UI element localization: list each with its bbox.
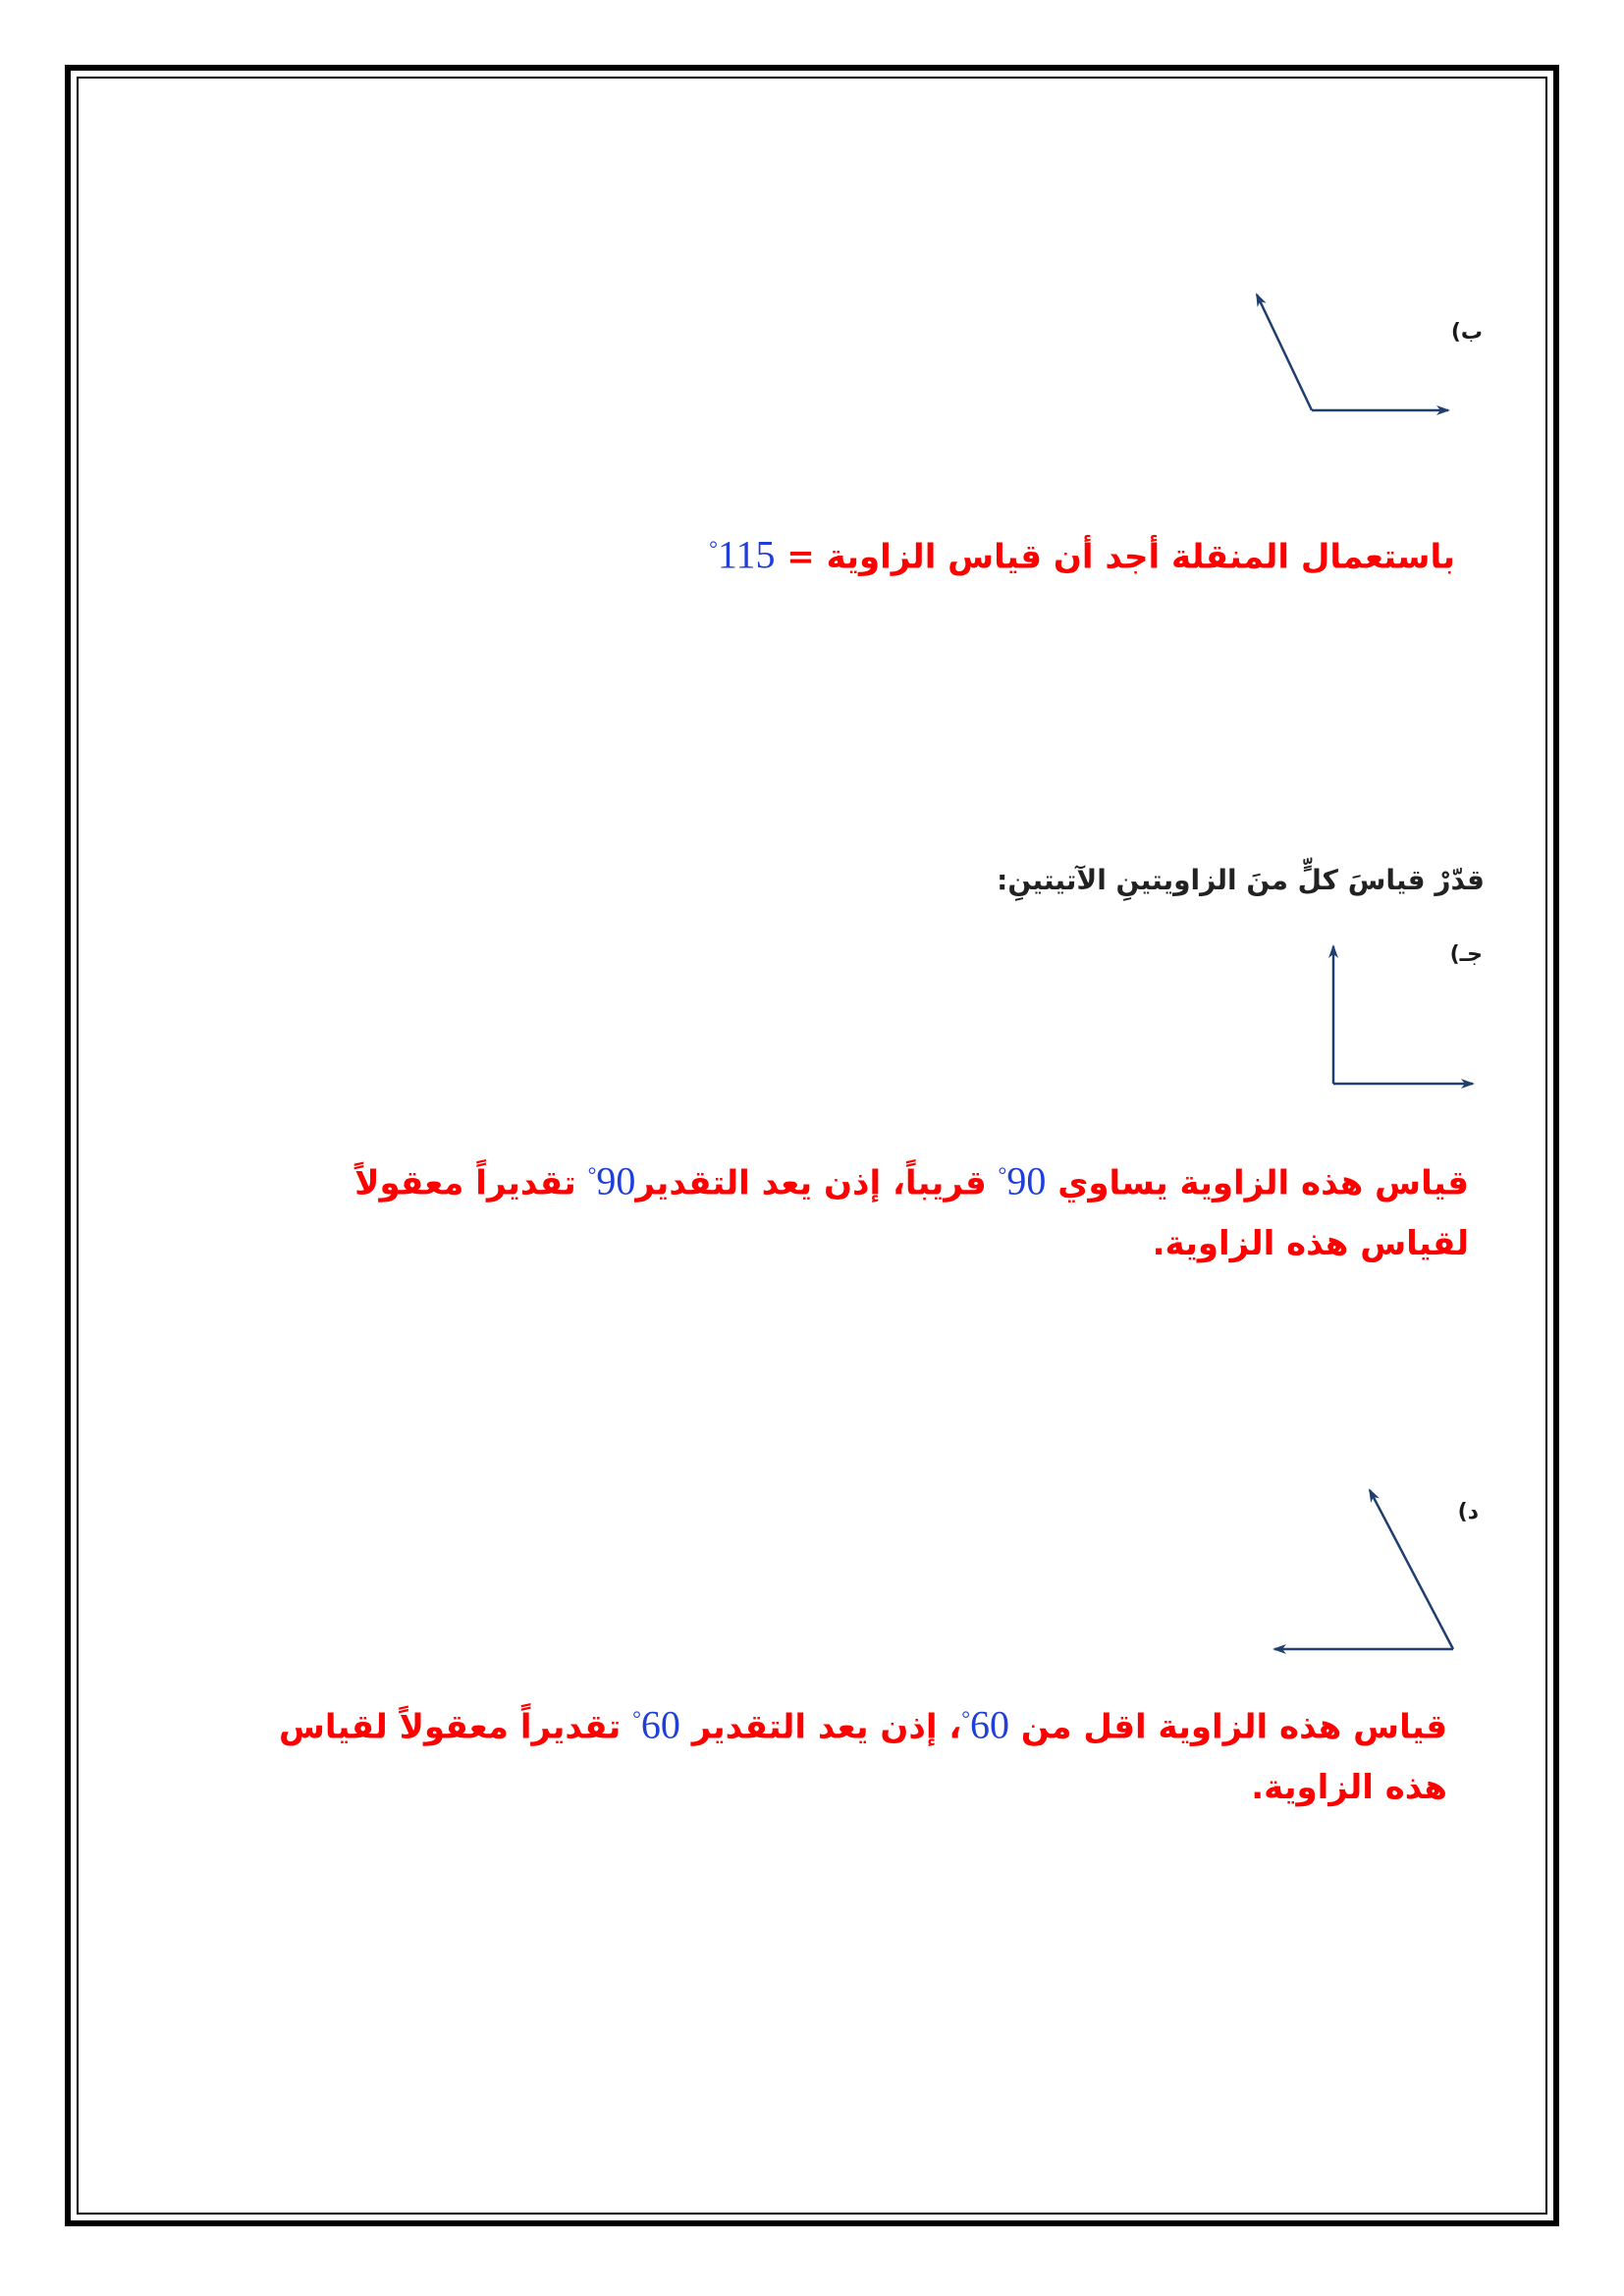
answer-c-degree2: ° (587, 1162, 597, 1187)
angle-d-diagram (1267, 1472, 1473, 1669)
answer-c (281, 1145, 1469, 1274)
answer-c-degree1: ° (998, 1162, 1007, 1187)
answer-b-value: 115 (717, 532, 776, 577)
answer-d-degree1: ° (961, 1706, 971, 1731)
item-label-b: ب) (1450, 320, 1483, 345)
answer-d-value1: 60 (970, 1702, 1010, 1747)
answer-d-part2: ، إذن يعد التقدير (679, 1707, 962, 1747)
answer-b-text: باستعمال المنقلة أجد أن قياس الزاوية = (775, 537, 1455, 577)
answer-d-part3: تقديراً معقولاً لقياس هذه الزاوية. (279, 1707, 1447, 1808)
angle-b-diagram (1237, 283, 1473, 430)
answer-c-part2: قريباً، إذن يعد التقدير (635, 1163, 999, 1203)
item-label-d: د) (1457, 1500, 1479, 1524)
answer-d-value2: 60 (640, 1702, 680, 1747)
section-heading: قدّرْ قياسَ كلٍّ منَ الزاويتينِ الآتيتينِ: (997, 864, 1485, 896)
angle-c-diagram (1316, 940, 1483, 1095)
answer-c-part3: تقديراً معقولاً لقياس هذه الزاوية. (354, 1163, 1469, 1264)
answer-d (249, 1688, 1447, 1818)
answer-c-value1: 90 (1006, 1158, 1047, 1203)
answer-c-value2: 90 (596, 1158, 636, 1203)
answer-b (277, 518, 1455, 587)
answer-c-part1: قياس هذه الزاوية يساوي (1046, 1163, 1469, 1203)
item-label-c: جـ) (1449, 942, 1483, 967)
answer-b-degree: ° (709, 536, 718, 561)
answer-d-part1: قياس هذه الزاوية اقل من (1009, 1707, 1447, 1747)
answer-d-degree2: ° (632, 1706, 641, 1731)
